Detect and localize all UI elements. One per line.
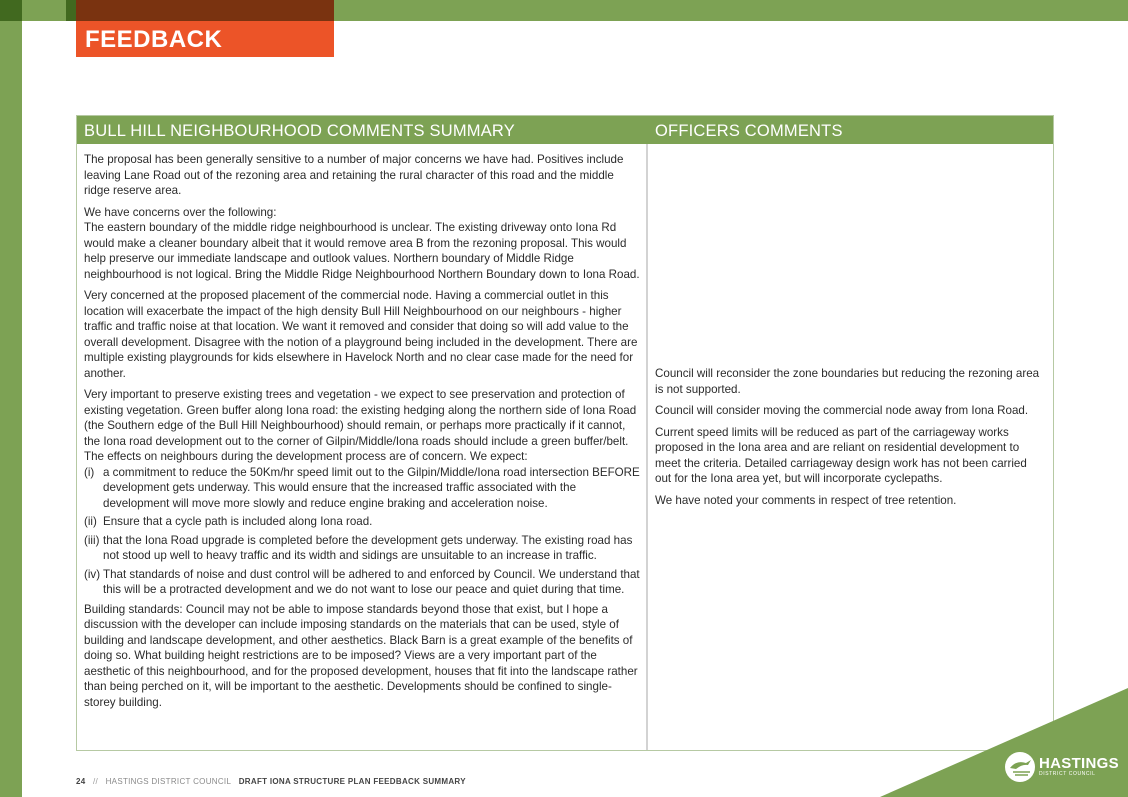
closing-paragraph: Building standards: Council may not be able to impose standards beyond those that exist, but I hope a discussion with the developer can include imposing standards on the materials that can be used, style of building and landscape development, and other aesthetics. Black Barn is a great example of the benefits of doing so. What building height restrictions are to be imposed? Views are a very important part of the aesthetic of this neighbourhood, and for the proposed development, houses that fit into the landscape rather than being perched on it, will be important to the aesthetic. Developments should be confined to single-storey building. [84, 602, 638, 709]
comment-paragraph: Very concerned at the proposed placement of the commercial node. Having a commercial outlet in this location will exacerbate the impact of the high density Bull Hill Neighbourhood on our neighbours - higher traffic and traffic noise at that location. We want it removed and consider that doing so will add value to the overall development. Disagree with the notion of a playground being included in the development. There are multiple existing playgrounds for kids elsewhere in Havelock North and no clear case made for the need for another. [84, 289, 638, 380]
expectation-item [84, 465, 640, 512]
top-decor-dark-strip [66, 0, 76, 21]
page-title: FEEDBACK SUMMARY [76, 21, 334, 57]
officer-comment: We have noted your comments in respect of tree retention. [655, 493, 957, 507]
expectation-number: (i) [84, 465, 95, 479]
top-decor-brown-block [76, 0, 334, 21]
left-decor-strip [0, 21, 22, 797]
table-body-row [77, 144, 1053, 750]
expectation-number: (iii) [84, 533, 100, 547]
footer-separator: // [93, 777, 99, 786]
page-footer [76, 777, 466, 786]
page-number: 24 [76, 777, 86, 786]
logo-subtitle: DISTRICT COUNCIL [1039, 771, 1096, 777]
table-header-row [77, 116, 1053, 144]
expectation-item [84, 514, 640, 530]
footer-document-title: DRAFT IONA STRUCTURE PLAN FEEDBACK SUMMARY [238, 777, 466, 786]
top-decor-dark-block [0, 0, 22, 21]
column-header-comments-summary: BULL HILL NEIGHBOURHOOD COMMENTS SUMMARY [84, 122, 515, 140]
comments-summary-cell [77, 144, 648, 750]
comment-paragraph: We have concerns over the following: [84, 205, 277, 219]
officer-comment: Council will consider moving the commercial node away from Iona Road. [655, 404, 1029, 417]
logo-text [1039, 756, 1119, 778]
expectation-item [84, 567, 640, 598]
officer-comment: Current speed limits will be reduced as part of the carriageway works proposed in the Iona area and are reliant on residential development to meet the criteria. Detailed carriageway design work has not been carried out for the Iona area yet, but will incorporate cyclepaths. [655, 425, 1027, 485]
footer-organisation: HASTINGS DISTRICT COUNCIL [105, 777, 232, 786]
expectation-item [84, 533, 640, 564]
hastings-logo [1004, 750, 1122, 784]
expectation-text: a commitment to reduce the 50Km/hr speed limit out to the Gilpin/Middle/Iona road intersection BEFORE development gets underway. This would ensure that the increased traffic associated with the development will move more slowly and reduce engine braking and acceleration noise. [103, 465, 640, 510]
column-header-officers-comments: OFFICERS COMMENTS [655, 122, 843, 140]
expectation-text: That standards of noise and dust control will be adhered to and enforced by Council. We understand that this will be a protracted development and we do not want to lose our peace and quiet during that time. [103, 567, 640, 596]
comment-paragraph: The eastern boundary of the middle ridge neighbourhood is unclear. The existing driveway onto Iona Rd would make a cleaner boundary albeit that it would remove area B from the rezoning proposal. This would help preserve our immediate landscape and outlook values. Northern boundary of Middle Ridge neighbourhood is not logical. Bring the Middle Ridge Neighbourhood Northern Boundary down to Iona Road. [84, 221, 640, 281]
expectations-list [84, 465, 640, 598]
expectation-number: (ii) [84, 515, 97, 528]
officer-comment: Council will reconsider the zone boundaries but reducing the rezoning area is not supported. [655, 367, 1040, 396]
expectation-text: that the Iona Road upgrade is completed before the development gets underway. The existing road has not stood up well to heavy traffic and its width and sidings are unsuitable to an increase in traffic. [103, 533, 633, 562]
comment-paragraph: Very important to preserve existing trees and vegetation - we expect to see preservation and protection of existing vegetation. Green buffer along Iona road: the existing hedging along the northern side of Iona Road (the Southern edge of the Bull Hill Neighbourhood) should remain, or perhaps more practically if it cannot, the Iona road development out to the corner of Gilpin/Middle/Iona roads should include a green buffer/belt. [84, 388, 637, 448]
logo-name: HASTINGS [1039, 755, 1119, 772]
officers-comments-cell [648, 144, 1053, 750]
comment-paragraph: The proposal has been generally sensitive to a number of major concerns we have had. Positives include leaving Lane Road out of the rezoning area and retaining the rural character of this road and the middle ridge reserve area. [84, 153, 624, 197]
expectation-number: (iv) [84, 567, 101, 581]
expectation-text: Ensure that a cycle path is included along Iona road. [103, 515, 373, 528]
feedback-table [76, 115, 1054, 751]
hastings-bird-logo-icon [1004, 751, 1036, 783]
comment-paragraph: The effects on neighbours during the development process are of concern. We expect: [84, 450, 528, 463]
